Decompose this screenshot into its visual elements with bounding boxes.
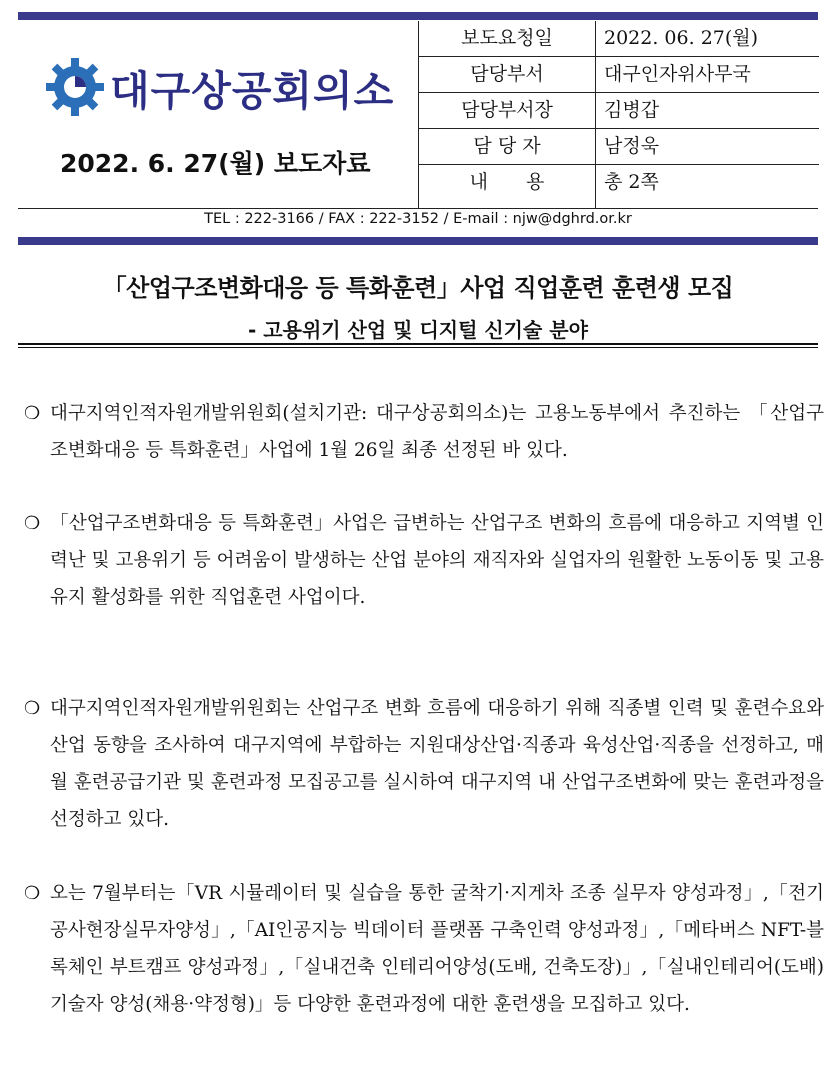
- paragraph: [24, 505, 824, 616]
- org-logo: [44, 56, 394, 118]
- paragraph-text: 대구지역인적자원개발위원회(설치기관: 대구상공회의소)는 고용노동부에서 추진하는 「산업구조변화대응 등 특화훈련」사업에 1월 26일 최종 선정된 바 있다.: [50, 403, 824, 461]
- info-row: [419, 129, 819, 165]
- paragraph-text: 오는 7월부터는「VR 시뮬레이터 및 실습을 통한 굴착기·지게차 조종 실무자 양성과정」,「전기공사현장실무자양성」,「AI인공지능 빅데이터 플랫폼 구축인력 양성과정」,「메타버스 NFT-블록체인 부트캠프 양성과정」,「실내건축 인테리어양성(도배, 건축도장)」,「실내인테리어(도배)기술자 양성(채용·약정형)」등 다양한 훈련과정에 대한 훈련생을 모집하고 있다.: [50, 883, 824, 1015]
- bullet-icon: ❍: [24, 883, 41, 904]
- article-title: 「산업구조변화대응 등 특화훈련」사업 직업훈련 훈련생 모집: [102, 274, 734, 302]
- info-value: 총 2쪽: [604, 171, 659, 193]
- bullet-icon: ❍: [24, 403, 41, 424]
- info-row: [419, 93, 819, 129]
- paragraph: [24, 395, 824, 469]
- paragraph: [24, 875, 824, 1023]
- info-row: [419, 165, 819, 208]
- bottom-accent-bar: [18, 237, 818, 245]
- title-rule: [18, 343, 818, 345]
- info-key: 담당부서: [419, 57, 596, 92]
- gear-logo-icon: [44, 56, 106, 118]
- top-accent-bar: [18, 12, 818, 20]
- paragraph: [24, 690, 824, 838]
- info-value: 2022. 06. 27(월): [604, 27, 759, 49]
- info-key: 담 당 자: [419, 129, 596, 164]
- paragraph-text: 대구지역인적자원개발위원회는 산업구조 변화 흐름에 대응하기 위해 직종별 인력 및 훈련수요와 산업 동향을 조사하여 대구지역에 부합하는 지원대상산업·직종과 육성산업·직종을 선정하고, 매월 훈련공급기관 및 훈련과정 모집공고를 실시하여 대구지역 내 산업구조변화에 맞는 훈련과정을 선정하고 있다.: [50, 698, 824, 830]
- title-rule-thin: [18, 347, 818, 348]
- info-value: 김병갑: [604, 99, 660, 121]
- info-key: 담당부서장: [419, 93, 596, 128]
- org-name: 대구상공회의소: [110, 66, 395, 115]
- info-value: 대구인자위사무국: [604, 63, 751, 85]
- info-key: 보도요청일: [419, 21, 596, 56]
- paragraph-text: 「산업구조변화대응 등 특화훈련」사업은 급변하는 산업구조 변화의 흐름에 대응하고 지역별 인력난 및 고용위기 등 어려움이 발생하는 산업 분야의 재직자와 실업자의 원활한 노동이동 및 고용유지 활성화를 위한 직업훈련 사업이다.: [50, 513, 824, 608]
- info-row: [419, 21, 819, 57]
- press-release-header: [18, 21, 818, 208]
- contact-line: TEL : 222-3166 / FAX : 222-3152 / E-mail : njw@dghrd.or.kr: [18, 208, 818, 229]
- info-key: 내 용: [419, 165, 596, 208]
- release-date-line: 2022. 6. 27(월) 보도자료: [60, 149, 371, 178]
- release-info-table: [418, 21, 819, 208]
- bullet-icon: ❍: [24, 698, 41, 719]
- info-value: 남정욱: [604, 135, 660, 157]
- bullet-icon: ❍: [24, 513, 41, 534]
- article-subtitle: - 고용위기 산업 및 디지털 신기술 분야: [248, 318, 588, 342]
- info-row: [419, 57, 819, 93]
